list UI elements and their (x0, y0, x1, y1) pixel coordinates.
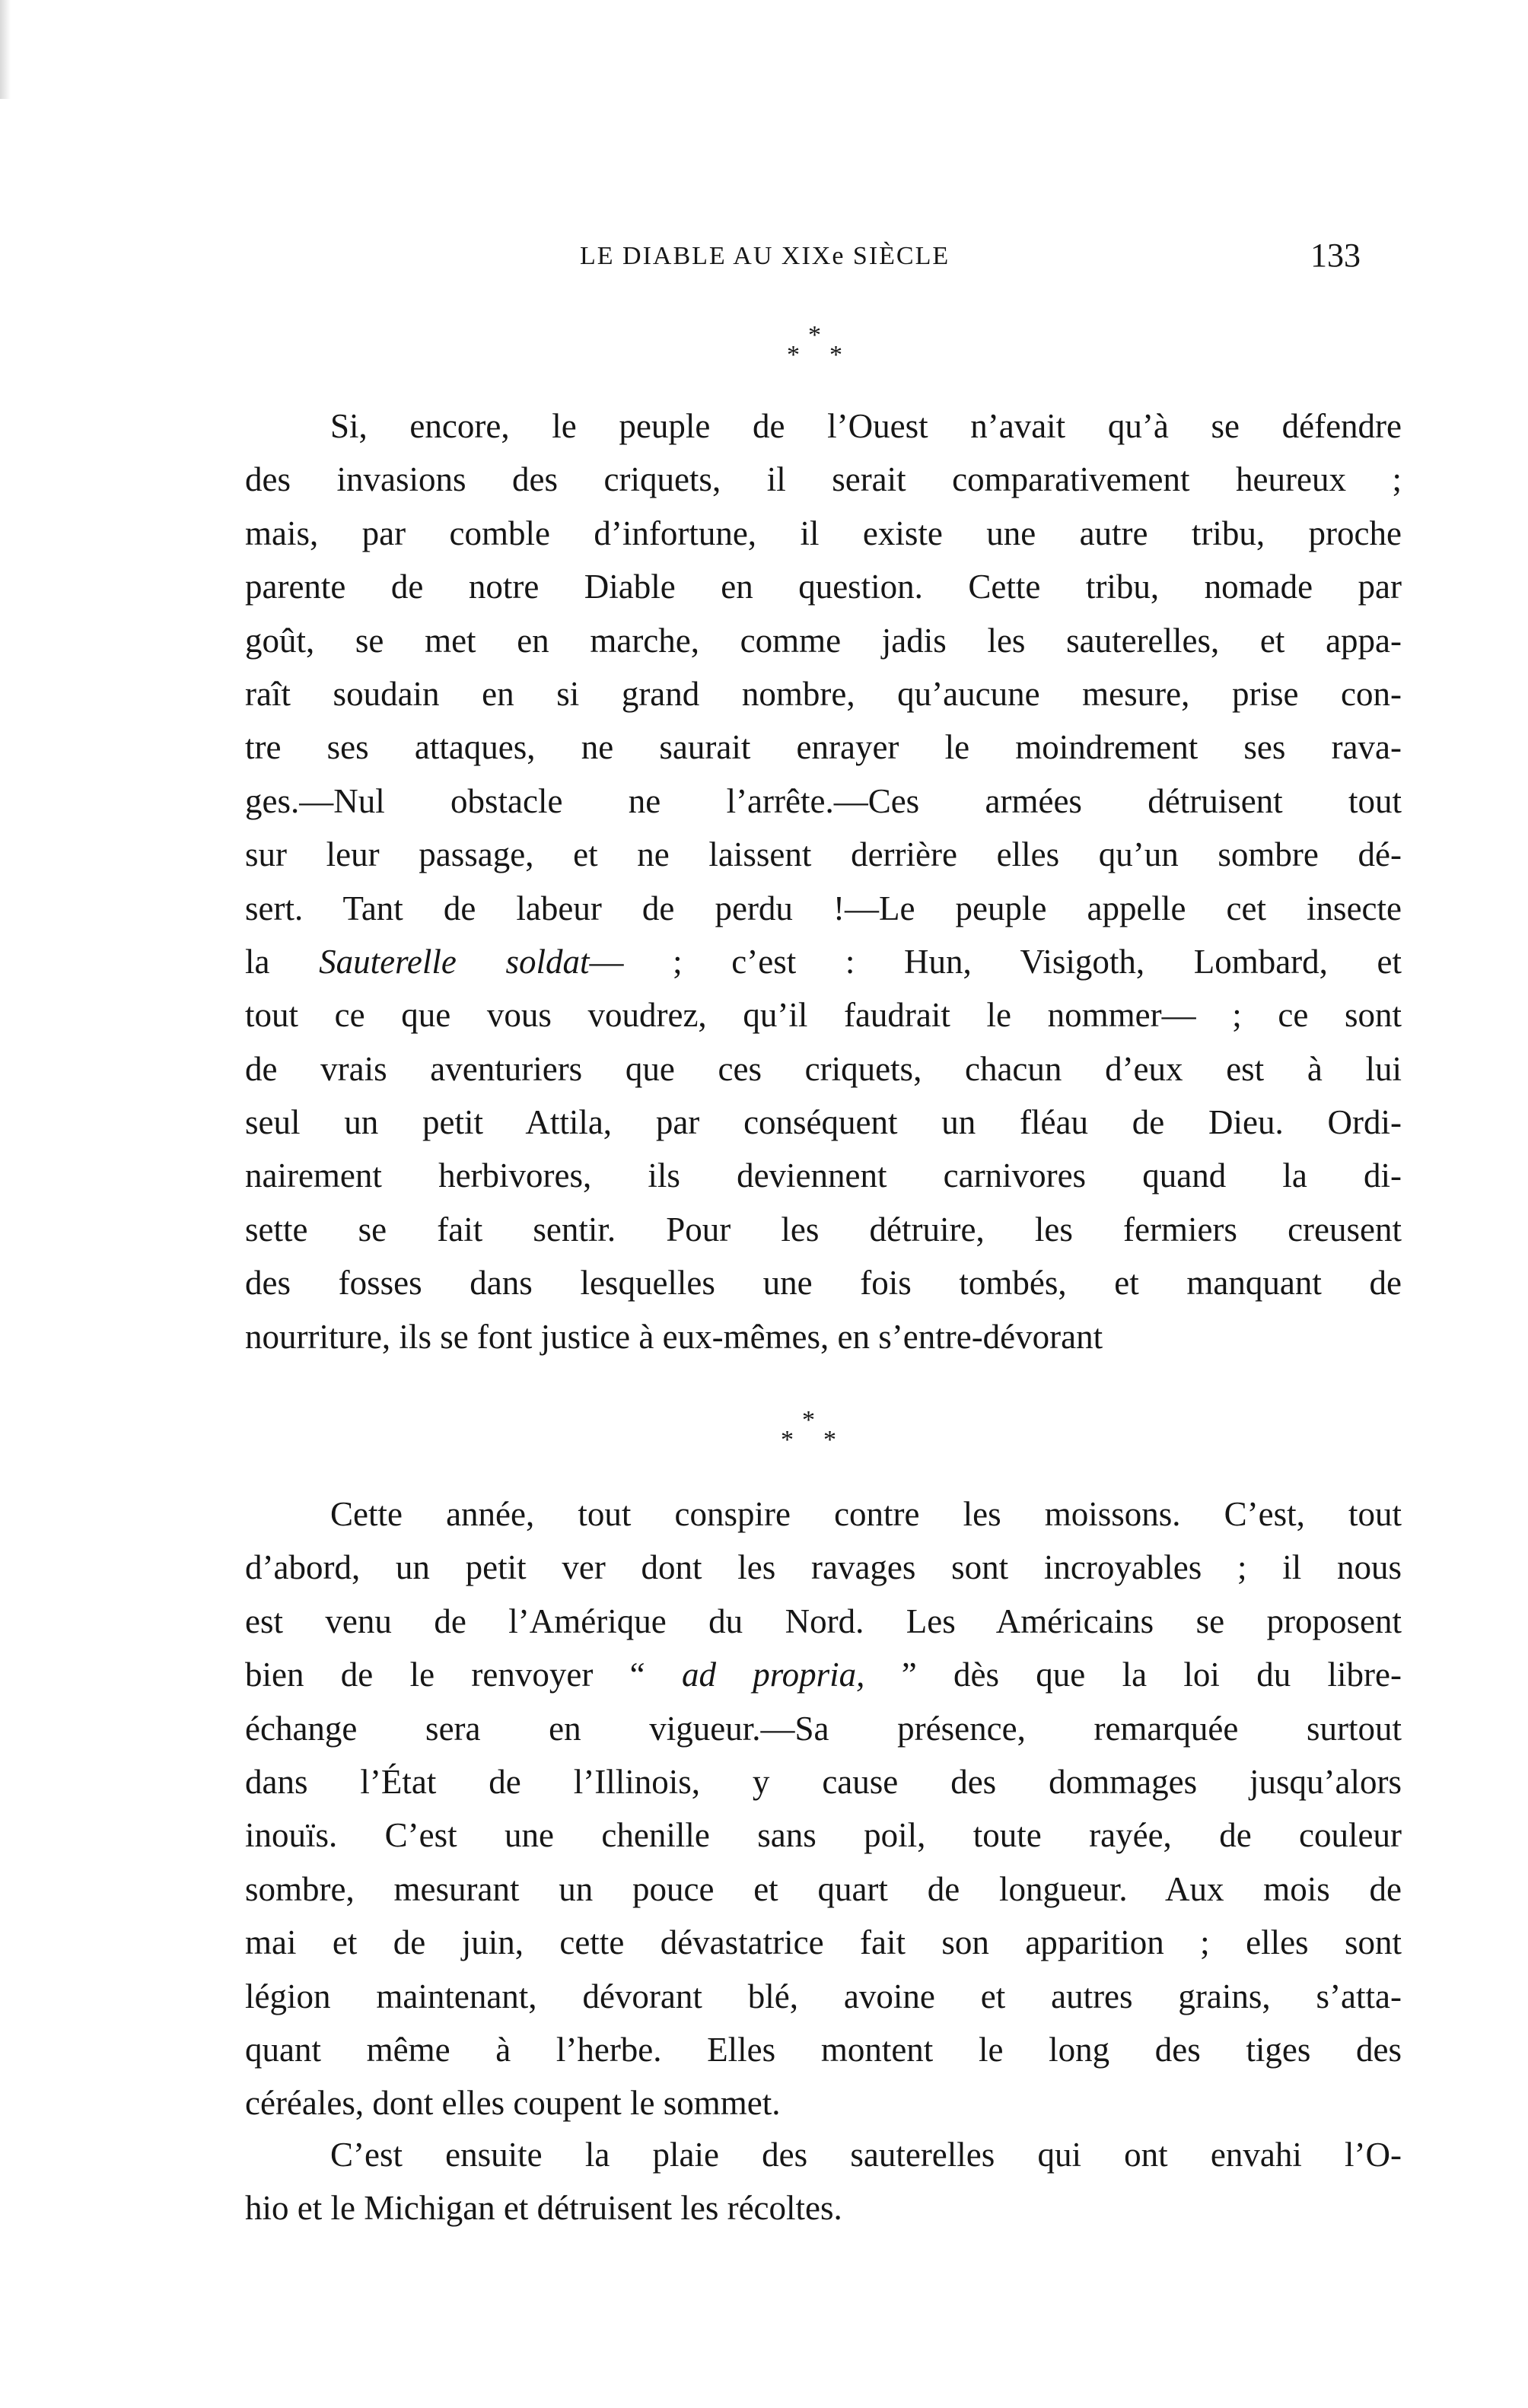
text-line: seul un petit Attila, par conséquent un fléau de Dieu. Ordi- (245, 1103, 1402, 1142)
text-line: goût, se met en marche, comme jadis les sauterelles, et appa- (245, 621, 1402, 660)
paragraph-sauterelles (245, 2128, 1402, 2235)
text-line: nourriture, ils se font justice à eux-mêmes, en s’entre-dévorant (245, 1317, 1103, 1356)
text-line: hio et le Michigan et détruisent les récoltes. (245, 2189, 842, 2228)
text-line: sert. Tant de labeur de perdu !—Le peuple appelle cet insecte (245, 889, 1402, 927)
italic-term: Sauterelle soldat (319, 942, 590, 981)
asterisk: * (802, 1406, 815, 1434)
text-line: légion maintenant, dévorant blé, avoine et autres grains, s’atta- (245, 1977, 1402, 2015)
asterisk: * (781, 1426, 794, 1454)
text-line: sur leur passage, et ne laissent derrière elles qu’un sombre dé- (245, 835, 1402, 874)
text-line: tre ses attaques, ne saurait enrayer le moindrement ses rava- (245, 728, 1402, 767)
text-line: sombre, mesurant un pouce et quart de longueur. Aux mois de (245, 1869, 1402, 1908)
text-line: sette se fait sentir. Pour les détruire, les fermiers creusent (245, 1210, 1402, 1249)
text-line: est venu de l’Amérique du Nord. Les Américains se proposent (245, 1602, 1402, 1640)
text-line: mais, par comble d’infortune, il existe une autre tribu, proche (245, 514, 1402, 552)
text-line: tout ce que vous voudrez, qu’il faudrait le nommer— ; ce sont (245, 996, 1402, 1035)
asterisk: * (829, 341, 842, 369)
page-number: 133 (1310, 237, 1361, 274)
text-line: parente de notre Diable en question. Cette tribu, nomade par (245, 568, 1402, 606)
text-line: inouïs. C’est une chenille sans poil, toute rayée, de couleur (245, 1816, 1402, 1855)
text-line: échange sera en vigueur.—Sa présence, remarquée surtout (245, 1709, 1402, 1748)
text-line-italic (245, 935, 1402, 988)
italic-term: ad propria, (681, 1656, 865, 1694)
asterism-separator (769, 1408, 860, 1453)
text-fragment: bien de le renvoyer “ (245, 1656, 682, 1694)
text-line: raît soudain en si grand nombre, qu’aucune mesure, prise con- (245, 674, 1402, 713)
text-line: de vrais aventuriers que ces criquets, chacun d’eux est à lui (245, 1049, 1402, 1088)
running-title: LE DIABLE AU XIXe SIÈCLE (580, 242, 950, 270)
page-edge-shadow (0, 0, 11, 99)
text-line: des invasions des criquets, il serait comparativement heureux ; (245, 460, 1402, 499)
text-line: dans l’État de l’Illinois, y cause des dommages jusqu’alors (245, 1762, 1402, 1801)
text-line: quant même à l’herbe. Elles montent le long des tiges des (245, 2030, 1402, 2069)
text-line: ges.—Nul obstacle ne l’arrête.—Ces armées détruisent tout (245, 781, 1402, 820)
text-line-italic (245, 1648, 1402, 1701)
asterism-separator (775, 323, 866, 368)
text-line: C’est ensuite la plaie des sauterelles qui ont envahi l’O- (330, 2136, 1402, 2174)
text-line: céréales, dont elles coupent le sommet. (245, 2084, 781, 2123)
text-line: nairement herbivores, ils deviennent carnivores quand la di- (245, 1156, 1402, 1195)
asterisk: * (823, 1426, 836, 1454)
text-line: des fosses dans lesquelles une fois tombés, et manquant de (245, 1264, 1402, 1303)
text-fragment: ” dès que la loi du libre- (864, 1656, 1402, 1694)
asterisk: * (808, 321, 821, 349)
asterisk: * (787, 341, 800, 369)
text-line: d’abord, un petit ver dont les ravages sont incroyables ; il nous (245, 1548, 1402, 1587)
text-fragment: la (245, 942, 320, 981)
text-fragment: — ; c’est : Hun, Visigoth, Lombard, et (589, 942, 1402, 981)
paragraph-ver (245, 1487, 1402, 2130)
paragraph-criquets (245, 399, 1402, 1363)
text-line: Si, encore, le peuple de l’Ouest n’avait qu’à se défendre (330, 407, 1402, 445)
text-line: mai et de juin, cette dévastatrice fait son apparition ; elles sont (245, 1923, 1402, 1962)
text-line: Cette année, tout conspire contre les moissons. C’est, tout (330, 1495, 1402, 1533)
